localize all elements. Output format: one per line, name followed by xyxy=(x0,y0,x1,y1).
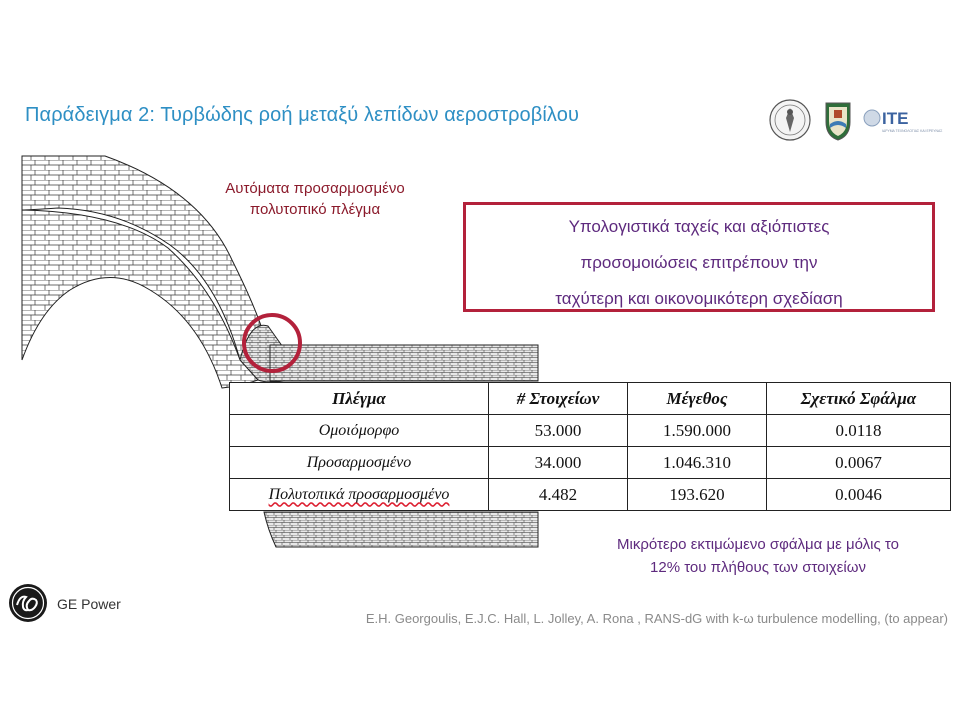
header-mesh: Πλέγμα xyxy=(230,383,489,415)
header-relative-error: Σχετικό Σφάλμα xyxy=(767,383,951,415)
cell-size: 193.620 xyxy=(628,479,767,511)
header-size: Μέγεθος xyxy=(628,383,767,415)
ite-mark: ITE xyxy=(882,109,909,128)
callout-line3: ταχύτερη και οικονομικότερη σχεδίαση xyxy=(555,289,843,308)
mesh-exit-channel xyxy=(270,345,538,381)
error-caption-line2: 12% του πλήθους των στοιχείων xyxy=(650,559,866,576)
table-header-row xyxy=(230,383,951,415)
cell-elements: 34.000 xyxy=(489,447,628,479)
cell-error: 0.0046 xyxy=(767,479,951,511)
ite-subtitle: ΙΔΡΥΜΑ ΤΕΧΝΟΛΟΓΙΑΣ ΚΑΙ ΕΡΕΥΝΑΣ xyxy=(882,129,943,133)
callout-line2: προσομοιώσεις επιτρέπουν την xyxy=(580,253,818,272)
error-caption xyxy=(558,533,958,579)
mesh-lower-channel xyxy=(264,512,538,547)
slide-title: Παράδειγμα 2: Τυρβώδης ροή μεταξύ λεπίδων αεροστροβίλου xyxy=(25,104,579,126)
cell-mesh-name: Ομοιόμορφο xyxy=(230,415,489,447)
cell-size: 1.046.310 xyxy=(628,447,767,479)
cell-error: 0.0118 xyxy=(767,415,951,447)
table-row xyxy=(230,415,951,447)
ite-logo-icon xyxy=(864,109,942,133)
logo-strip xyxy=(768,98,948,144)
cell-error: 0.0067 xyxy=(767,447,951,479)
callout-line1: Υπολογιστικά ταχείς και αξιόπιστες xyxy=(568,217,830,236)
mesh-caption xyxy=(195,178,435,220)
table-row xyxy=(230,479,951,511)
cell-mesh-name-text: Πολυτοπικά προσαρμοσμένο xyxy=(268,485,450,503)
header-elements: # Στοιχείων xyxy=(489,383,628,415)
cell-elements: 53.000 xyxy=(489,415,628,447)
shield-crest-icon xyxy=(826,103,850,140)
table-row xyxy=(230,447,951,479)
mesh-caption-line1: Αυτόματα προσαρμοσμένο xyxy=(225,180,405,197)
cell-mesh-name xyxy=(230,479,489,511)
ge-power-label: GE Power xyxy=(57,596,121,612)
results-table xyxy=(229,382,951,511)
cell-elements: 4.482 xyxy=(489,479,628,511)
error-caption-line1: Μικρότερο εκτιμώμενο σφάλμα με μόλις το xyxy=(617,536,899,553)
university-seal-icon xyxy=(770,100,810,140)
callout-box xyxy=(463,202,935,312)
cell-size: 1.590.000 xyxy=(628,415,767,447)
mesh-caption-line2: πολυτοπικό πλέγμα xyxy=(249,201,381,218)
cell-mesh-name: Προσαρμοσμένο xyxy=(230,447,489,479)
reference-citation: E.H. Georgoulis, E.J.C. Hall, L. Jolley, A. Rona , RANS-dG with k-ω turbulence modelling, (to appear) xyxy=(365,611,948,626)
ge-monogram-icon xyxy=(8,583,48,623)
